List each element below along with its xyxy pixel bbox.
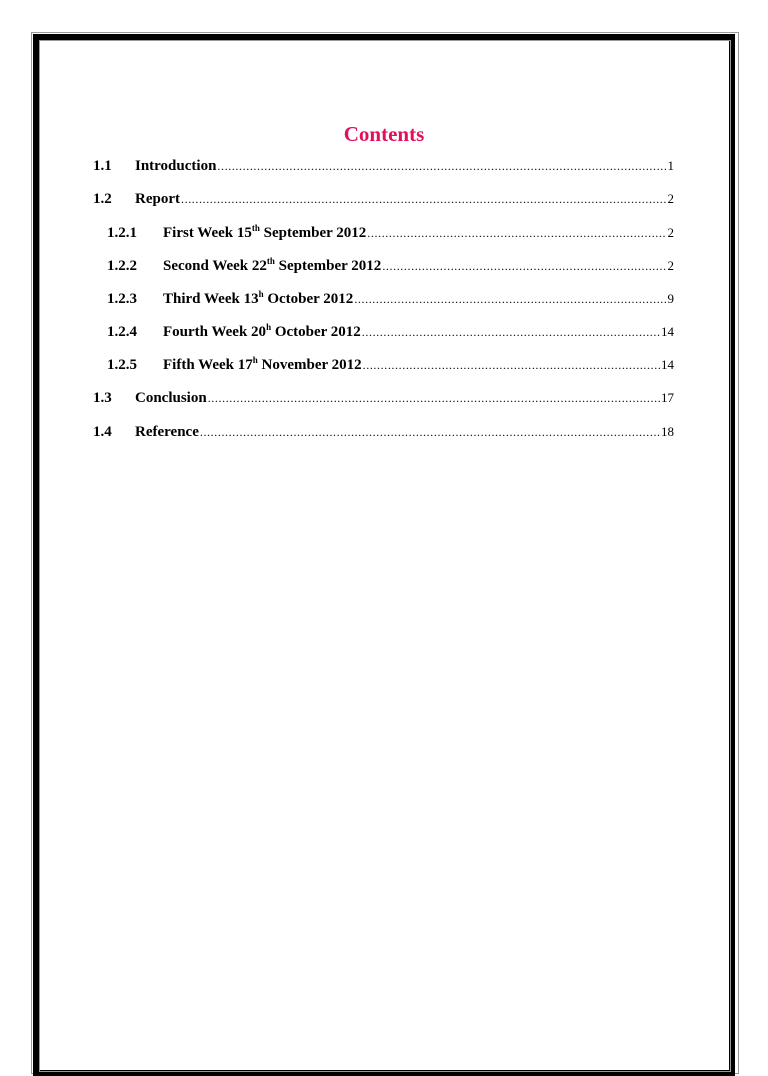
toc-leader <box>208 390 660 407</box>
toc-page: 14 <box>661 357 674 372</box>
toc-leader <box>217 158 666 175</box>
toc-number: 1.2.1 <box>107 225 137 241</box>
toc-entry[interactable] <box>107 357 674 374</box>
toc-entry[interactable] <box>93 158 674 175</box>
toc-entry[interactable] <box>107 225 674 242</box>
toc-page: 2 <box>667 258 674 273</box>
toc-label: Report <box>135 191 180 207</box>
toc-entry[interactable] <box>93 390 674 407</box>
toc-label: Conclusion <box>135 390 207 406</box>
toc-leader <box>354 291 666 308</box>
toc-entry[interactable] <box>93 191 674 208</box>
toc-leader <box>382 258 666 275</box>
toc-leader <box>181 191 667 208</box>
toc-page: 9 <box>667 291 674 306</box>
toc-page: 2 <box>667 191 674 206</box>
toc-number: 1.2 <box>93 191 112 207</box>
toc-entry[interactable] <box>107 258 674 275</box>
toc-leader <box>200 424 660 441</box>
toc-number: 1.2.3 <box>107 291 137 307</box>
toc-entry[interactable] <box>107 291 674 308</box>
toc-entry[interactable] <box>107 324 674 341</box>
toc-label: Second Week 22th September 2012 <box>163 256 382 274</box>
toc-page: 17 <box>661 390 674 405</box>
toc-label: Reference <box>135 424 199 440</box>
toc-leader <box>367 225 666 242</box>
toc-page: 2 <box>667 225 674 240</box>
contents-heading: Contents <box>343 122 425 146</box>
toc-label: Fifth Week 17$^h$ November 2012 <box>163 355 362 373</box>
toc-page: 14 <box>661 324 674 339</box>
toc-number: 1.2.4 <box>107 324 137 340</box>
toc-entry[interactable] <box>93 424 674 441</box>
toc-number: 1.3 <box>93 390 112 406</box>
toc-label: Fourth Week 20$^h$ October 2012 <box>163 322 361 340</box>
toc-label: First Week 15th September 2012 <box>163 223 367 241</box>
toc-number: 1.2.5 <box>107 357 137 373</box>
toc-leader <box>362 324 660 341</box>
toc-leader <box>363 357 660 374</box>
toc-page: 18 <box>661 424 674 439</box>
toc-number: 1.1 <box>93 158 112 174</box>
toc-number: 1.2.2 <box>107 258 137 274</box>
toc-label: Third Week 13$^h$ October 2012 <box>163 289 354 307</box>
toc-label: Introduction <box>135 158 217 174</box>
toc-number: 1.4 <box>93 424 112 440</box>
toc-page: 1 <box>667 158 674 173</box>
